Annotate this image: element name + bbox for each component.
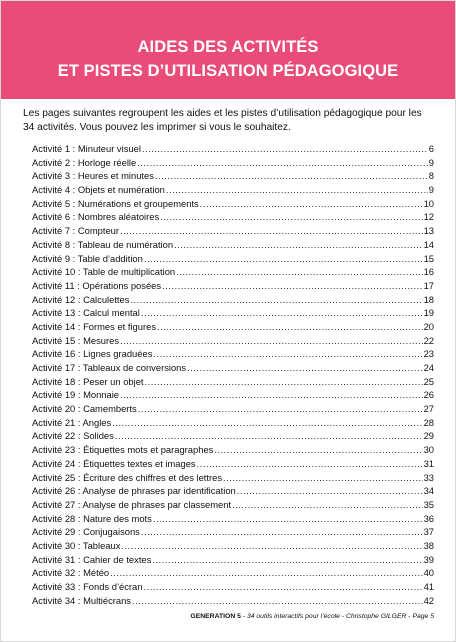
toc-entry-label: Activité 11 : Opérations posées	[32, 279, 162, 291]
title-line-2: ET PISTES D’UTILISATION PÉDAGOGIQUE	[57, 62, 399, 80]
toc-entry-label: Activité 14 : Formes et figures	[32, 320, 157, 332]
toc-entry	[32, 402, 434, 416]
toc-dot-leader	[153, 512, 423, 526]
toc-dot-leader	[132, 594, 423, 608]
toc-entry-page: 20	[423, 320, 434, 332]
footer-subtitle: 34 outils interactifs pour l’école	[246, 613, 340, 620]
toc-entry-label: Activité 3 : Heures et minutes	[32, 170, 154, 182]
toc-entry	[32, 457, 434, 471]
toc-entry-label: Activité 22 : Solides	[32, 430, 114, 442]
toc-dot-leader	[153, 347, 422, 361]
footer-separator: -	[339, 613, 346, 620]
toc-entry-page: 8	[428, 170, 434, 182]
toc-dot-leader	[162, 279, 423, 293]
footer-separator: -	[406, 613, 413, 620]
toc-entry-label: Activité 2 : Horloge réelle	[32, 156, 137, 168]
toc-entry-page: 23	[423, 348, 434, 360]
toc-dot-leader	[160, 210, 422, 224]
toc-entry	[32, 334, 434, 348]
toc-dot-leader	[142, 142, 428, 156]
toc-entry	[32, 347, 434, 361]
toc-entry	[32, 224, 434, 238]
toc-entry-page: 39	[423, 553, 434, 565]
toc-entry	[32, 553, 434, 567]
toc-entry	[32, 498, 434, 512]
toc-entry	[32, 265, 434, 279]
toc-entry-page: 14	[423, 238, 434, 250]
toc-entry-label: Activité 20 : Camemberts	[32, 403, 137, 415]
toc-entry-page: 16	[423, 266, 434, 278]
toc-entry-page: 34	[423, 485, 434, 497]
toc-dot-leader	[112, 416, 422, 430]
toc-entry-label: Activité 27 : Analyse de phrases par classement	[32, 498, 232, 510]
toc-entry-label: Activité 5 : Numérations et groupements	[32, 197, 199, 209]
toc-entry	[32, 293, 434, 307]
toc-entry-label: Activité 34 : Multiécrans	[32, 594, 131, 606]
toc-entry-page: 30	[423, 444, 434, 456]
toc-entry-page: 29	[423, 430, 434, 442]
toc-dot-leader	[144, 252, 423, 266]
toc-entry-label: Activité 9 : Table d’addition	[32, 252, 143, 264]
toc-dot-leader	[121, 539, 422, 553]
toc-entry-label: Activité 31 : Cahier de textes	[32, 553, 152, 565]
title-line-1: AIDES DES ACTIVITÉS	[137, 38, 319, 56]
toc-entry-label: Activité 24 : Étiquettes textes et images	[32, 457, 196, 469]
toc-entry-label: Activité 17 : Tableaux de conversions	[32, 362, 187, 373]
toc-entry-label: Activité 26 : Analyse de phrases par identification	[32, 485, 236, 497]
toc-dot-leader	[157, 320, 423, 334]
footer-author: Christophe GILGER	[345, 613, 407, 620]
toc-entry-page: 13	[423, 225, 434, 237]
toc-entry-label: Activité 19 : Monnaie	[32, 389, 120, 401]
toc-entry	[32, 375, 434, 389]
toc-entry-label: Activité 4 : Objets et numération	[32, 184, 165, 196]
table-of-contents	[32, 142, 434, 607]
toc-entry-label: Activité 6 : Nombres aléatoires	[32, 211, 160, 223]
toc-entry	[32, 306, 434, 320]
toc-dot-leader	[138, 402, 423, 416]
toc-dot-leader	[130, 293, 422, 307]
toc-entry-page: 9	[428, 156, 434, 168]
toc-entry-page: 19	[423, 307, 434, 319]
toc-entry	[32, 580, 434, 594]
toc-entry-label: Activité 10 : Table de multiplication	[32, 266, 176, 278]
toc-entry-page: 6	[428, 143, 434, 154]
toc-entry-label: Activité 16 : Lignes graduées	[32, 348, 153, 360]
toc-entry-label: Activité 18 : Peser un objet	[32, 375, 144, 387]
toc-dot-leader	[200, 197, 423, 211]
toc-entry	[32, 142, 434, 156]
toc-entry	[32, 566, 434, 580]
toc-entry-label: Activité 25 : Écriture des chiffres et des lettres	[32, 471, 223, 483]
toc-entry	[32, 512, 434, 526]
toc-dot-leader	[145, 375, 423, 389]
toc-entry-label: Activité 8 : Tableau de numération	[32, 238, 174, 250]
toc-dot-leader	[120, 388, 423, 402]
toc-entry-page: 35	[423, 498, 434, 510]
toc-entry-label: Activité 7 : Compteur	[32, 225, 120, 237]
toc-entry	[32, 361, 434, 375]
toc-entry-page: 37	[423, 526, 434, 538]
toc-entry-page: 28	[423, 416, 434, 428]
toc-entry	[32, 443, 434, 457]
toc-dot-leader	[141, 306, 423, 320]
toc-entry	[32, 388, 434, 402]
toc-entry	[32, 169, 434, 183]
toc-dot-leader	[115, 429, 423, 443]
toc-entry-page: 22	[423, 334, 434, 346]
toc-entry-page: 9	[428, 184, 434, 196]
toc-dot-leader	[214, 443, 422, 457]
toc-dot-leader	[137, 156, 428, 170]
toc-entry-page: 40	[423, 567, 434, 579]
toc-entry	[32, 156, 434, 170]
toc-dot-leader	[187, 361, 422, 375]
toc-dot-leader	[197, 457, 423, 471]
toc-entry	[32, 429, 434, 443]
toc-entry-page: 25	[423, 375, 434, 387]
toc-entry	[32, 210, 434, 224]
toc-dot-leader	[110, 566, 422, 580]
toc-entry-page: 17	[423, 279, 434, 291]
toc-entry	[32, 594, 434, 608]
toc-entry-label: Activité 32 : Météo	[32, 567, 110, 579]
page-footer	[190, 613, 434, 620]
toc-entry-label: Activité 12 : Calculettes	[32, 293, 130, 305]
toc-dot-leader	[174, 238, 423, 252]
intro-paragraph: Les pages suivantes regroupent les aides et les pistes d’utilisation pédagogique pour les 34 activités. Vous pouvez les imprimer si vous le souhaitez.	[23, 108, 422, 133]
toc-entry-page: 27	[423, 403, 434, 415]
toc-entry	[32, 197, 434, 211]
footer-page-number: Page 5	[412, 613, 434, 620]
toc-dot-leader	[143, 580, 422, 594]
toc-entry-label: Activité 15 : Mesures	[32, 334, 120, 346]
toc-entry-label: Activité 1 : Minuteur visuel	[32, 143, 141, 154]
toc-dot-leader	[166, 183, 428, 197]
footer-brand: GENERATION 5	[190, 613, 241, 620]
title-banner	[1, 1, 455, 99]
toc-entry-label: Activité 23 : Étiquettes mots et paragraphes	[32, 444, 214, 456]
toc-entry-label: Activité 33 : Fonds d’écran	[32, 581, 143, 592]
toc-dot-leader	[223, 471, 423, 485]
toc-dot-leader	[120, 334, 423, 348]
toc-entry	[32, 539, 434, 553]
toc-entry	[32, 525, 434, 539]
toc-dot-leader	[176, 265, 422, 279]
toc-entry-page: 36	[423, 512, 434, 524]
toc-entry	[32, 471, 434, 485]
toc-dot-leader	[152, 553, 422, 567]
toc-entry-label: Activité 13 : Calcul mental	[32, 307, 140, 319]
toc-dot-leader	[141, 525, 423, 539]
toc-entry-page: 38	[423, 539, 434, 551]
toc-entry-page: 31	[423, 457, 434, 469]
toc-entry-page: 26	[423, 389, 434, 401]
toc-entry-page: 18	[423, 293, 434, 305]
toc-entry-page: 15	[423, 252, 434, 264]
footer-separator: -	[240, 613, 247, 620]
toc-entry-page: 41	[423, 581, 434, 592]
toc-dot-leader	[120, 224, 423, 238]
toc-entry	[32, 238, 434, 252]
toc-entry	[32, 279, 434, 293]
toc-dot-leader	[232, 498, 423, 512]
toc-entry	[32, 320, 434, 334]
toc-dot-leader	[155, 169, 428, 183]
toc-entry-label: Activité 30 : Tableaux	[32, 539, 121, 551]
toc-entry-label: Activité 29 : Conjugaisons	[32, 526, 140, 538]
toc-entry-label: Activité 28 : Nature des mots	[32, 512, 152, 524]
toc-entry-page: 33	[423, 471, 434, 483]
toc-entry	[32, 416, 434, 430]
toc-entry-page: 42	[423, 594, 434, 606]
toc-entry	[32, 183, 434, 197]
toc-entry-page: 24	[423, 362, 434, 373]
toc-entry-label: Activité 21 : Angles	[32, 416, 112, 428]
toc-entry	[32, 484, 434, 498]
toc-entry	[32, 252, 434, 266]
toc-dot-leader	[237, 484, 423, 498]
toc-entry-page: 12	[423, 211, 434, 223]
toc-entry-page: 10	[423, 197, 434, 209]
